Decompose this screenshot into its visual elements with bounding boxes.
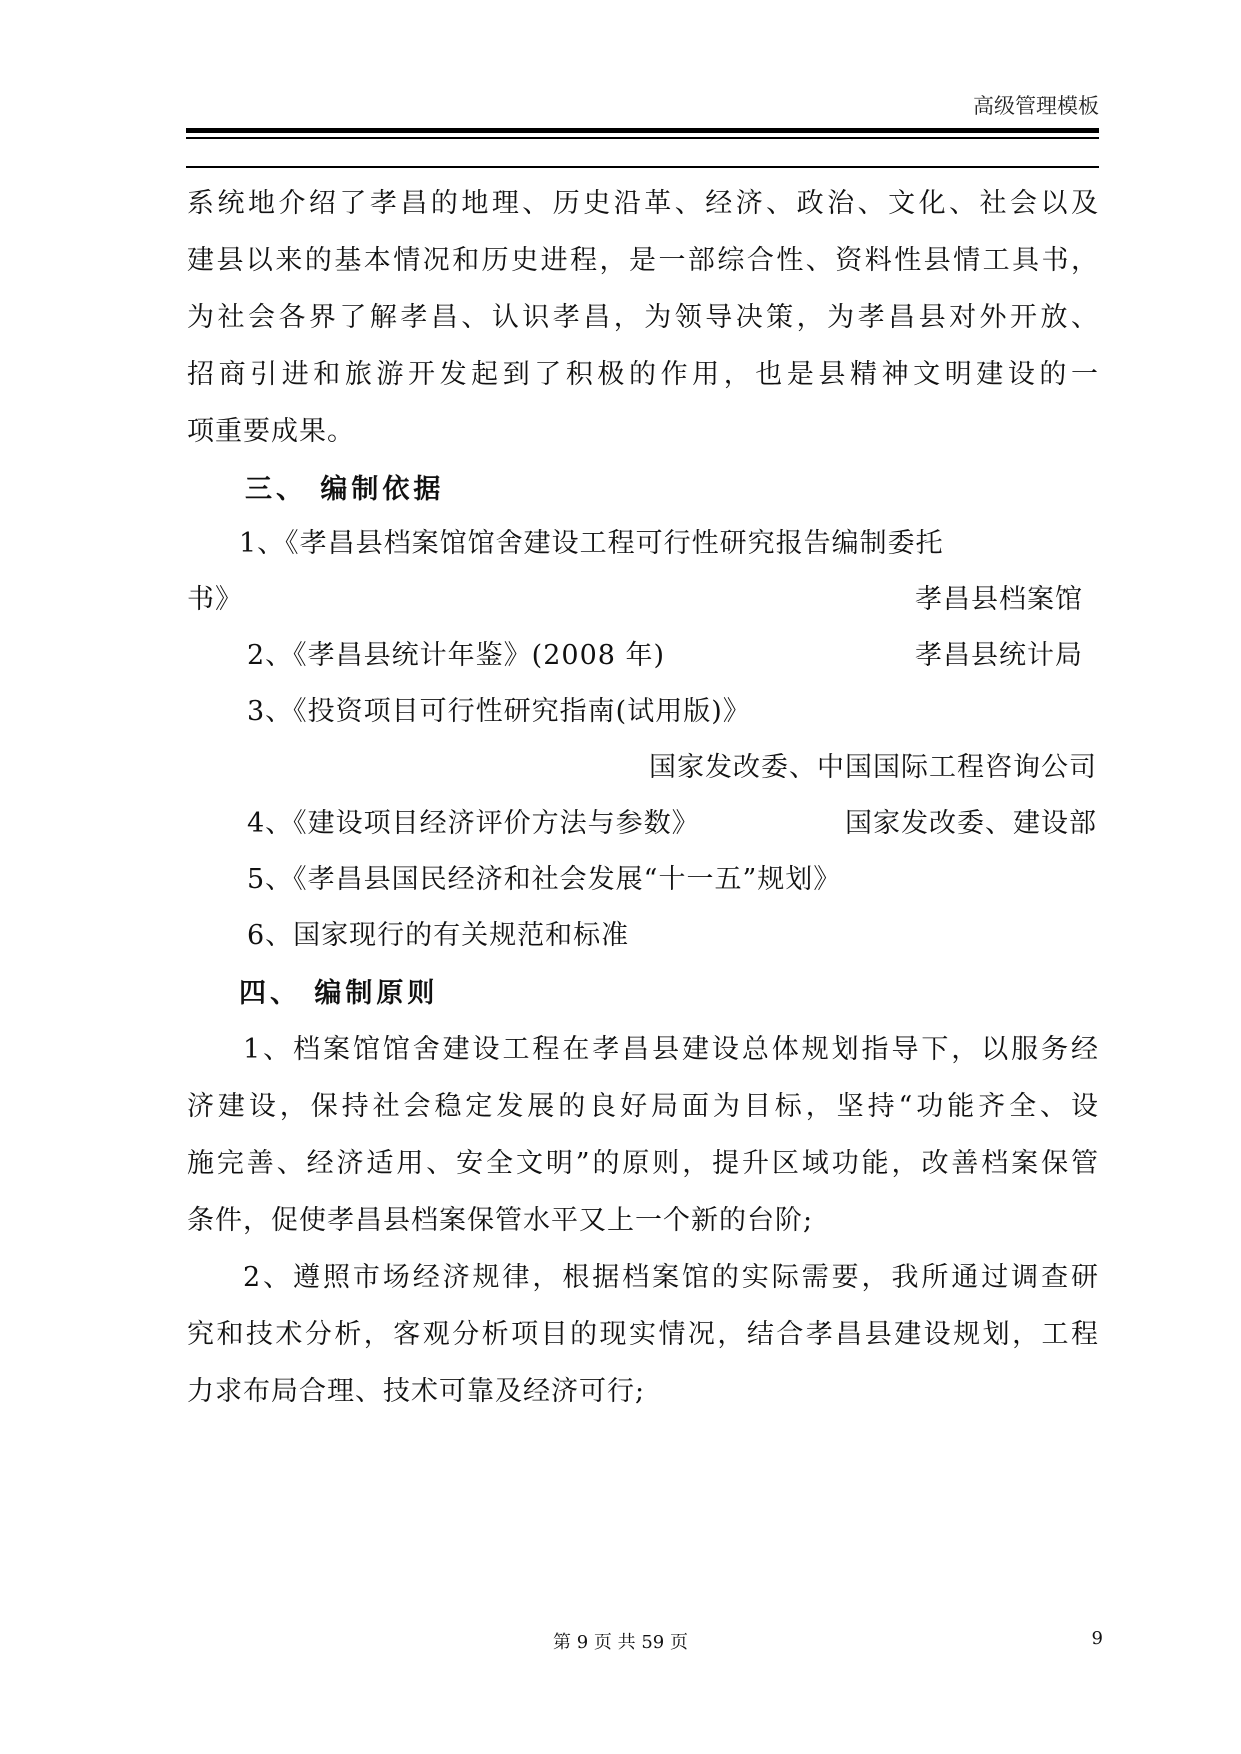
reference-item-title: 1、《孝昌县档案馆馆舍建设工程可行性研究报告编制委托 — [239, 528, 944, 559]
paragraph-line: 招商引进和旅游开发起到了积极的作用，也是县精神文明建设的一 — [187, 359, 1099, 390]
reference-item-title: 4、《建设项目经济评价方法与参数》 — [247, 808, 700, 839]
reference-item-line — [247, 636, 1099, 676]
paragraph-line: 究和技术分析，客观分析项目的现实情况，结合孝昌县建设规划，工程 — [187, 1319, 1099, 1350]
reference-item-line — [187, 748, 1099, 788]
paragraph-line: 为社会各界了解孝昌、认识孝昌，为领导决策，为孝昌县对外开放、 — [187, 302, 1099, 333]
section-heading: 三、 编制依据 — [245, 474, 445, 505]
reference-item-title-cont: 书》 — [187, 584, 243, 615]
reference-item-title: 3、《投资项目可行性研究指南(试用版)》 — [247, 696, 751, 727]
reference-item-line — [247, 804, 1099, 844]
paragraph-line: 1、档案馆馆舍建设工程在孝昌县建设总体规划指导下，以服务经 — [243, 1034, 1099, 1065]
reference-item-source: 国家发改委、中国国际工程咨询公司 — [649, 752, 1097, 783]
reference-item-line — [187, 580, 1099, 620]
paragraph-line: 建县以来的基本情况和历史进程，是一部综合性、资料性县情工具书， — [187, 245, 1099, 276]
footer-page-number: 9 — [1091, 1628, 1103, 1649]
section-heading: 四、 编制原则 — [239, 978, 439, 1009]
reference-item-title: 2、《孝昌县统计年鉴》(2008 年) — [247, 640, 666, 671]
header-rule-bottom — [186, 166, 1099, 168]
paragraph-line: 系统地介绍了孝昌的地理、历史沿革、经济、政治、文化、社会以及 — [187, 188, 1099, 219]
reference-item-title: 5、《孝昌县国民经济和社会发展“十一五”规划》 — [247, 864, 842, 895]
header-rule-thin — [186, 137, 1099, 139]
paragraph-line: 施完善、经济适用、安全文明”的原则，提升区域功能，改善档案保管 — [187, 1148, 1099, 1179]
paragraph-line: 2、遵照市场经济规律，根据档案馆的实际需要，我所通过调查研 — [243, 1262, 1099, 1293]
paragraph-line: 条件，促使孝昌县档案保管水平又上一个新的台阶; — [187, 1205, 814, 1236]
reference-item-source: 孝昌县统计局 — [915, 640, 1083, 671]
reference-item-source: 孝昌县档案馆 — [915, 584, 1083, 615]
header-title: 高级管理模板 — [973, 94, 1099, 118]
reference-item-source: 国家发改委、建设部 — [845, 808, 1097, 839]
paragraph-line: 济建设，保持社会稳定发展的良好局面为目标，坚持“功能齐全、设 — [187, 1091, 1099, 1122]
paragraph-line: 力求布局合理、技术可靠及经济可行; — [187, 1376, 646, 1407]
header-rule-thick — [186, 128, 1099, 133]
paragraph-line: 项重要成果。 — [187, 416, 355, 447]
footer-page-count: 第 9 页 共 59 页 — [553, 1632, 688, 1653]
reference-item-title: 6、国家现行的有关规范和标准 — [247, 920, 630, 951]
